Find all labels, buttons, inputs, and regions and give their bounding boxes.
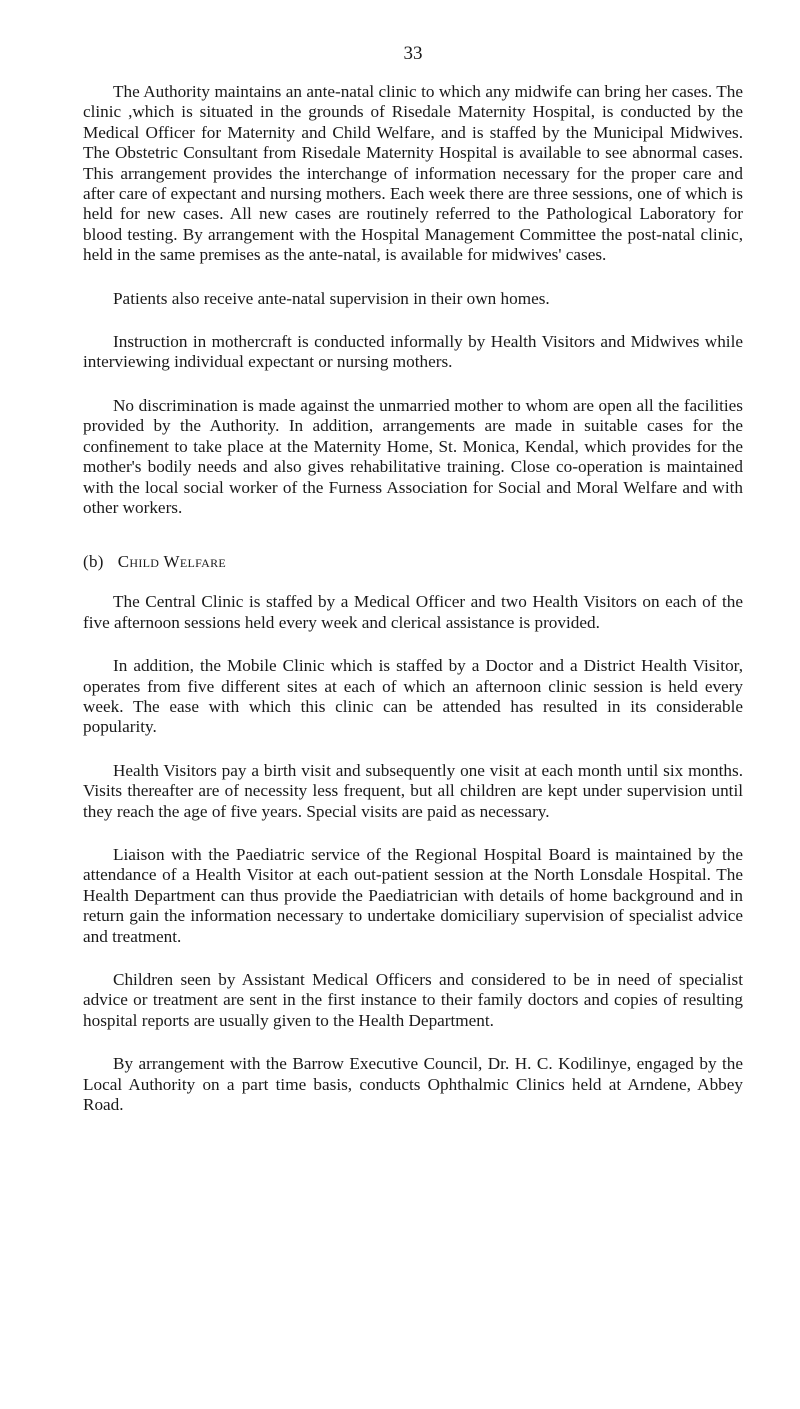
page-number: 33 (403, 43, 423, 64)
paragraph-specialist-referral: Children seen by Assistant Medical Officers and considered to be in need of specialist advice or treatment are sent in the first instance to their family doctors and copies of resulting hospital reports are usually given to the Health Department. (83, 970, 743, 1030)
paragraph-paediatric-liaison: Liaison with the Paediatric service of the Regional Hospital Board is maintained by the attendance of a Health Visitor at each out-patient session at the North Lonsdale Hospital. The Health Department can thus provide the Paediatrician with details of home background and in return gain the information necessary to undertake domiciliary supervision of specialist advice and treatment. (83, 844, 743, 946)
paragraph-home-supervision: Patients also receive ante-natal supervision in their own homes. (113, 288, 550, 308)
body-text (83, 82, 743, 1138)
paragraph-unmarried-mother: No discrimination is made against the unmarried mother to whom are open all the facilities provided by the Authority. In addition, arrangements are made in suitable cases for the confinement to take place at the Maternity Home, St. Monica, Kendal, which provides for the mother's bodily needs and also gives rehabilitative training. Close co-operation is maintained with the local social worker of the Furness Association for Social and Moral Welfare and with other workers. (83, 395, 743, 517)
paragraph-mobile-clinic: In addition, the Mobile Clinic which is staffed by a Doctor and a District Health Visitor, operates from five different sites at each of which an afternoon clinic session is held every week. The ease with which this clinic can be attended has resulted in its considerable popularity. (83, 656, 743, 737)
section-letter: (b) (83, 552, 104, 572)
section-heading-child-welfare (83, 552, 743, 572)
paragraph-ophthalmic-clinics: By arrangement with the Barrow Executive Council, Dr. H. C. Kodilinye, engaged by the Local Authority on a part time basis, conducts Ophthalmic Clinics held at Arndene, Abbey Road. (83, 1054, 743, 1115)
paragraph-antenatal-clinic: The Authority maintains an ante-natal clinic to which any midwife can bring her cases. The clinic ,which is situated in the grounds of Risedale Maternity Hospital, is conducted by the Medical Officer for Maternity and Child Welfare, and is staffed by the Municipal Midwives. The Obstetric Consultant from Risedale Maternity Hospital is available to see abnormal cases. This arrangement provides the interchange of information necessary for the proper care and after care of expectant and nursing mothers. Each week there are three sessions, one of which is held for new cases. All new cases are routinely referred to the Pathological Laboratory for blood testing. By arrangement with the Hospital Management Committee the post-natal clinic, held in the same premises as the ante-natal, is available for midwives' cases. (83, 82, 743, 265)
paragraph-mothercraft: Instruction in mothercraft is conducted informally by Health Visitors and Midwives while interviewing individual expectant or nursing mothers. (83, 332, 743, 372)
paragraph-health-visitors: Health Visitors pay a birth visit and subsequently one visit at each month until six months. Visits thereafter are of necessity less frequent, but all children are kept under supervision until they reach the age of five years. Special visits are paid as necessary. (83, 760, 743, 821)
paragraph-central-clinic: The Central Clinic is staffed by a Medical Officer and two Health Visitors on each of the five afternoon sessions held every week and clerical assistance is provided. (83, 592, 743, 632)
section-title: Child Welfare (117, 552, 227, 572)
